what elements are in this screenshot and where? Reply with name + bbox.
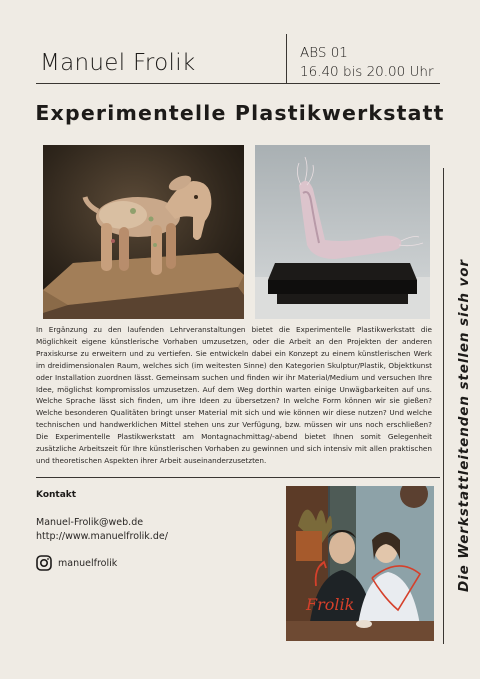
session-info [300, 44, 434, 82]
session-code: ABS 01 [300, 45, 348, 61]
instagram-handle[interactable]: manuelfrolik [58, 558, 118, 569]
side-label: Die Werkstattleitenden stellen sich vor [456, 259, 472, 592]
sculpture-photo-pedestal [255, 145, 430, 319]
session-time: 16.40 bis 20.00 Uhr [300, 64, 434, 80]
workshop-description: In Ergänzung zu den laufenden Lehrveranstaltungen bietet die Experimentelle Plastikwerkstatt die Möglichkeit eigene künstlerische Vorhaben umzusetzen, oder die Arbeit an den Projekten der anderen Praxiskurse zu erweitern und zu vertiefen. Sie entwickeln dabei ein Konzept zu einem künstlerischen Werk im dreidimensionalen Raum, welches sich (im weitesten Sinne) den Kategorien Skulptur/Plastik, Objektkunst oder Installation zuordnen lässt. Gemeinsam suchen und finden wir ihr Material/Medium und versuchen Ihre Idee, möglichst kompromisslos umzusetzen. Auf dem Weg dorthin warten einige Unwägbarkeiten auf uns. Welche Sprache lässt sich finden, um ihre Ideen zu übersetzen? In welche Form können wir sie gießen? Welche besonderen Qualitäten bringt unser Material mit sich und wie können wir diese nutzen? Und welche technischen und handwerklichen Mittel stehen uns zur Verfügung, bzw. müssen wir uns noch erschließen? Die Experimentelle Plastikwerkstatt am Montagnachmittag/-abend bietet Ihnen somit Gelegenheit zusätzliche Arbeitszeit für Ihre künstlerischen Vorhaben zu gewinnen und sich intensiv mit allen praktischen und theoretischen Aspekten ihrer Arbeit auseinanderzusetzten. [36, 325, 432, 465]
header-divider-vertical [286, 34, 287, 84]
email-link[interactable]: Manuel-Frolik@web.de [36, 517, 144, 528]
header-divider [36, 83, 440, 84]
workshop-title: Experimentelle Plastikwerkstatt [35, 101, 445, 125]
contact-heading: Kontakt [36, 490, 77, 500]
website-link[interactable]: http://www.manuelfrolik.de/ [36, 531, 168, 542]
artist-name: Manuel Frolik [40, 50, 196, 76]
sculpture-photo-animal [43, 145, 244, 319]
instagram-icon[interactable] [36, 555, 52, 571]
artist-portrait-photo [286, 486, 434, 641]
body-divider [36, 477, 440, 478]
side-divider [443, 168, 444, 644]
portrait-signature: Frolik [306, 595, 355, 614]
